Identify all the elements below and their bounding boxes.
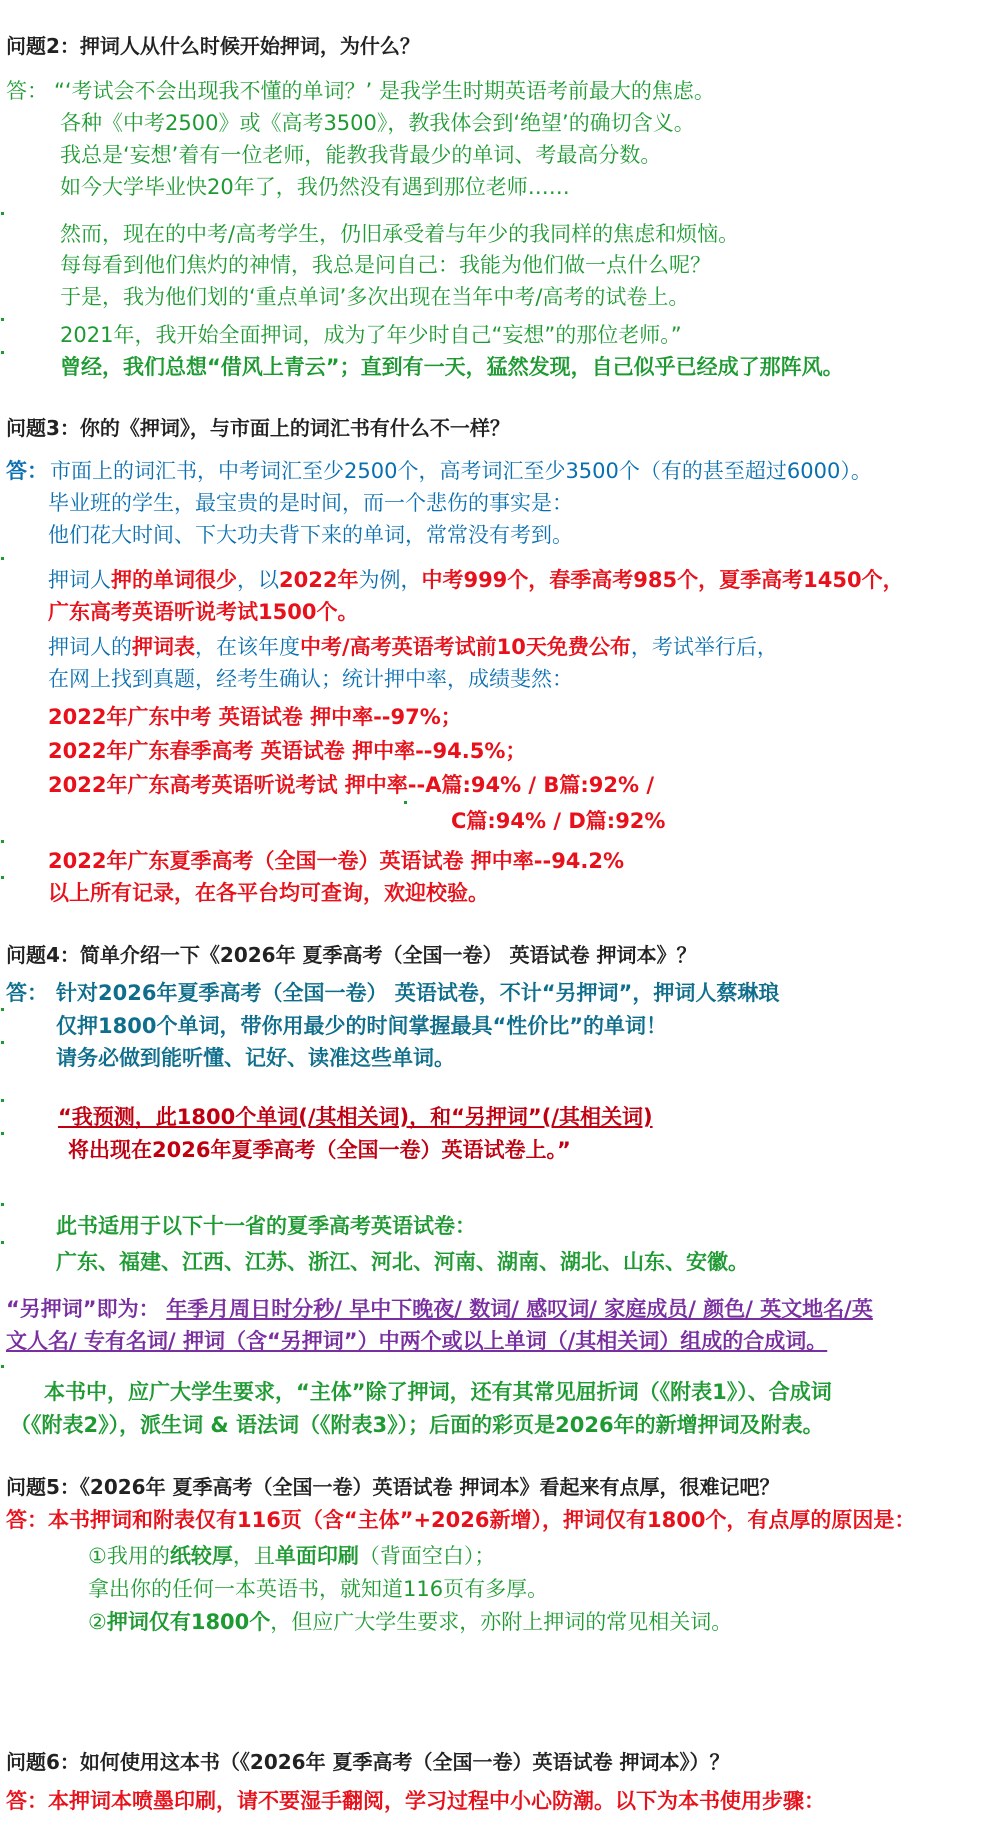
q4-title: 问题4：简单介绍一下《2026年 夏季高考（全国一卷） 英语试卷 押词本》？ (6, 943, 697, 967)
q5-line-3: 拿出你的任何一本英语书，就知道116页有多厚。 (88, 1577, 549, 1601)
q3-line-6: 押词人的押词表，在该年度中考/高考英语考试前10天免费公布，考试举行后， (48, 635, 778, 659)
q4-line-10: 本书中，应广大学生要求，“主体”除了押词，还有其常见屈折词（《附表1》）、合成词 (44, 1380, 832, 1404)
margin-mark (1, 1099, 4, 1102)
q4-line-7: 广东、福建、江西、江苏、浙江、河北、河南、湖南、湖北、山东、安徽。 (56, 1250, 749, 1274)
q4-prediction-1: “我预测，此1800个单词(/其相关词)，和“另押词”(/其相关词) (58, 1105, 653, 1129)
margin-mark (1, 1365, 4, 1368)
q6-title: 问题6：如何使用这本书（《2026年 夏季高考（全国一卷）英语试卷 押词本》）？ (6, 1750, 730, 1774)
q5-title: 问题5：《2026年 夏季高考（全国一卷）英语试卷 押词本》看起来有点厚，很难记吧？ (6, 1475, 780, 1499)
q4-prediction-2: 将出现在2026年夏季高考（全国一卷）英语试卷上。” (68, 1138, 571, 1162)
q2-title: 问题2：押词人从什么时候开始押词，为什么？ (6, 34, 420, 58)
q3-line-2: 毕业班的学生，最宝贵的是时间，而一个悲伤的事实是： (48, 491, 573, 515)
margin-mark (1, 1008, 4, 1011)
q4-line-6: 此书适用于以下十一省的夏季高考英语试卷： (56, 1214, 476, 1238)
q2-line-1: “‘考试会不会出现我不懂的单词？’ 是我学生时期英语考前最大的焦虑。 (54, 79, 715, 103)
q3-record-4: C篇:94% / D篇:92% (451, 809, 666, 833)
q2-line-5: 然而，现在的中考/高考学生，仍旧承受着与年少的我同样的焦虑和烦恼。 (60, 222, 740, 246)
q3-record-5: 2022年广东夏季高考（全国一卷）英语试卷 押中率--94.2% (48, 849, 625, 873)
q3-answer-label: 答： (6, 459, 48, 483)
q3-record-3: 2022年广东高考英语听说考试 押中率--A篇:94% / B篇:92% / (48, 773, 655, 797)
q4-line-2: 仅押1800个单词，带你用最少的时间掌握最具“性价比”的单词！ (56, 1014, 668, 1038)
q2-line-6: 每每看到他们焦灼的神情，我总是问自己：我能为他们做一点什么呢？ (60, 253, 711, 277)
margin-mark (1, 212, 4, 215)
q3-line-7: 在网上找到真题，经考生确认；统计押中率，成绩斐然： (48, 667, 573, 691)
q2-line-3: 我总是‘妄想’着有一位老师，能教我背最少的单词、考最高分数。 (60, 143, 662, 167)
q3-line-5: 广东高考英语听说考试1500个。 (48, 600, 359, 624)
q4-answer-label: 答： (6, 981, 48, 1005)
q5-line-1: 答：本书押词和附表仅有116页（含“主体”+2026新增），押词仅有1800个，有点厚的原因是： (6, 1508, 916, 1532)
q3-line-1: 市面上的词汇书，中考词汇至少2500个，高考词汇至少3500个（有的甚至超过6000）。 (50, 459, 872, 483)
margin-mark (1, 840, 4, 843)
q3-line-3: 他们花大时间、下大功夫背下来的单词，常常没有考到。 (48, 523, 573, 547)
q2-line-7: 于是，我为他们划的‘重点单词’多次出现在当年中考/高考的试卷上。 (60, 285, 690, 309)
q6-line-1: 答：本押词本喷墨印刷，请不要湿手翻阅，学习过程中小心防潮。以下为本书使用步骤： (6, 1789, 825, 1813)
q3-record-1: 2022年广东中考 英语试卷 押中率--97%； (48, 705, 462, 729)
q4-line-3: 请务必做到能听懂、记好、读准这些单词。 (56, 1046, 455, 1070)
q2-line-8: 2021年，我开始全面押词，成为了年少时自己“妄想”的那位老师。” (60, 323, 682, 347)
margin-mark (1, 1203, 4, 1206)
margin-mark (1, 1041, 4, 1044)
margin-mark (404, 801, 407, 804)
margin-mark (1, 318, 4, 321)
q2-line-2: 各种《中考2500》或《高考3500》，教我体会到‘绝望’的确切含义。 (60, 111, 695, 135)
q2-line-9: 曾经，我们总想“借风上青云”；直到有一天，猛然发现，自己似乎已经成了那阵风。 (60, 355, 844, 379)
q4-line-8: “另押词”即为： 年季月周日时分秒/ 早中下晚夜/ 数词/ 感叹词/ 家庭成员/ 颜色/ 英文地名/英 (6, 1297, 873, 1321)
q3-record-2: 2022年广东春季高考 英语试卷 押中率--94.5%； (48, 739, 527, 763)
margin-mark (1, 557, 4, 560)
q3-line-4: 押词人押的单词很少，以2022年为例，中考999个，春季高考985个，夏季高考1450个， (48, 568, 904, 592)
margin-mark (1, 1241, 4, 1244)
q2-line-4: 如今大学毕业快20年了，我仍然没有遇到那位老师…… (60, 175, 570, 199)
margin-mark (1, 351, 4, 354)
q3-title: 问题3：你的《押词》，与市面上的词汇书有什么不一样？ (6, 416, 510, 440)
q2-answer-label: 答： (6, 79, 48, 103)
margin-mark (1, 1132, 4, 1135)
q4-line-11: （《附表2》），派生词 & 语法词（《附表3》）；后面的彩页是2026年的新增押词及附表。 (10, 1413, 824, 1437)
q4-line-9: 文人名/ 专有名词/ 押词（含“另押词”）中两个或以上单词（/其相关词）组成的合成词。 (6, 1329, 828, 1353)
q5-line-2: ①我用的纸较厚，且单面印刷（背面空白）； (88, 1544, 496, 1568)
margin-mark (1, 876, 4, 879)
q3-record-6: 以上所有记录，在各平台均可查询，欢迎校验。 (48, 881, 489, 905)
q4-line-1: 针对2026年夏季高考（全国一卷） 英语试卷，不计“另押词”，押词人蔡琳琅 (56, 981, 780, 1005)
q5-line-4: ②押词仅有1800个，但应广大学生要求，亦附上押词的常见相关词。 (88, 1610, 733, 1634)
